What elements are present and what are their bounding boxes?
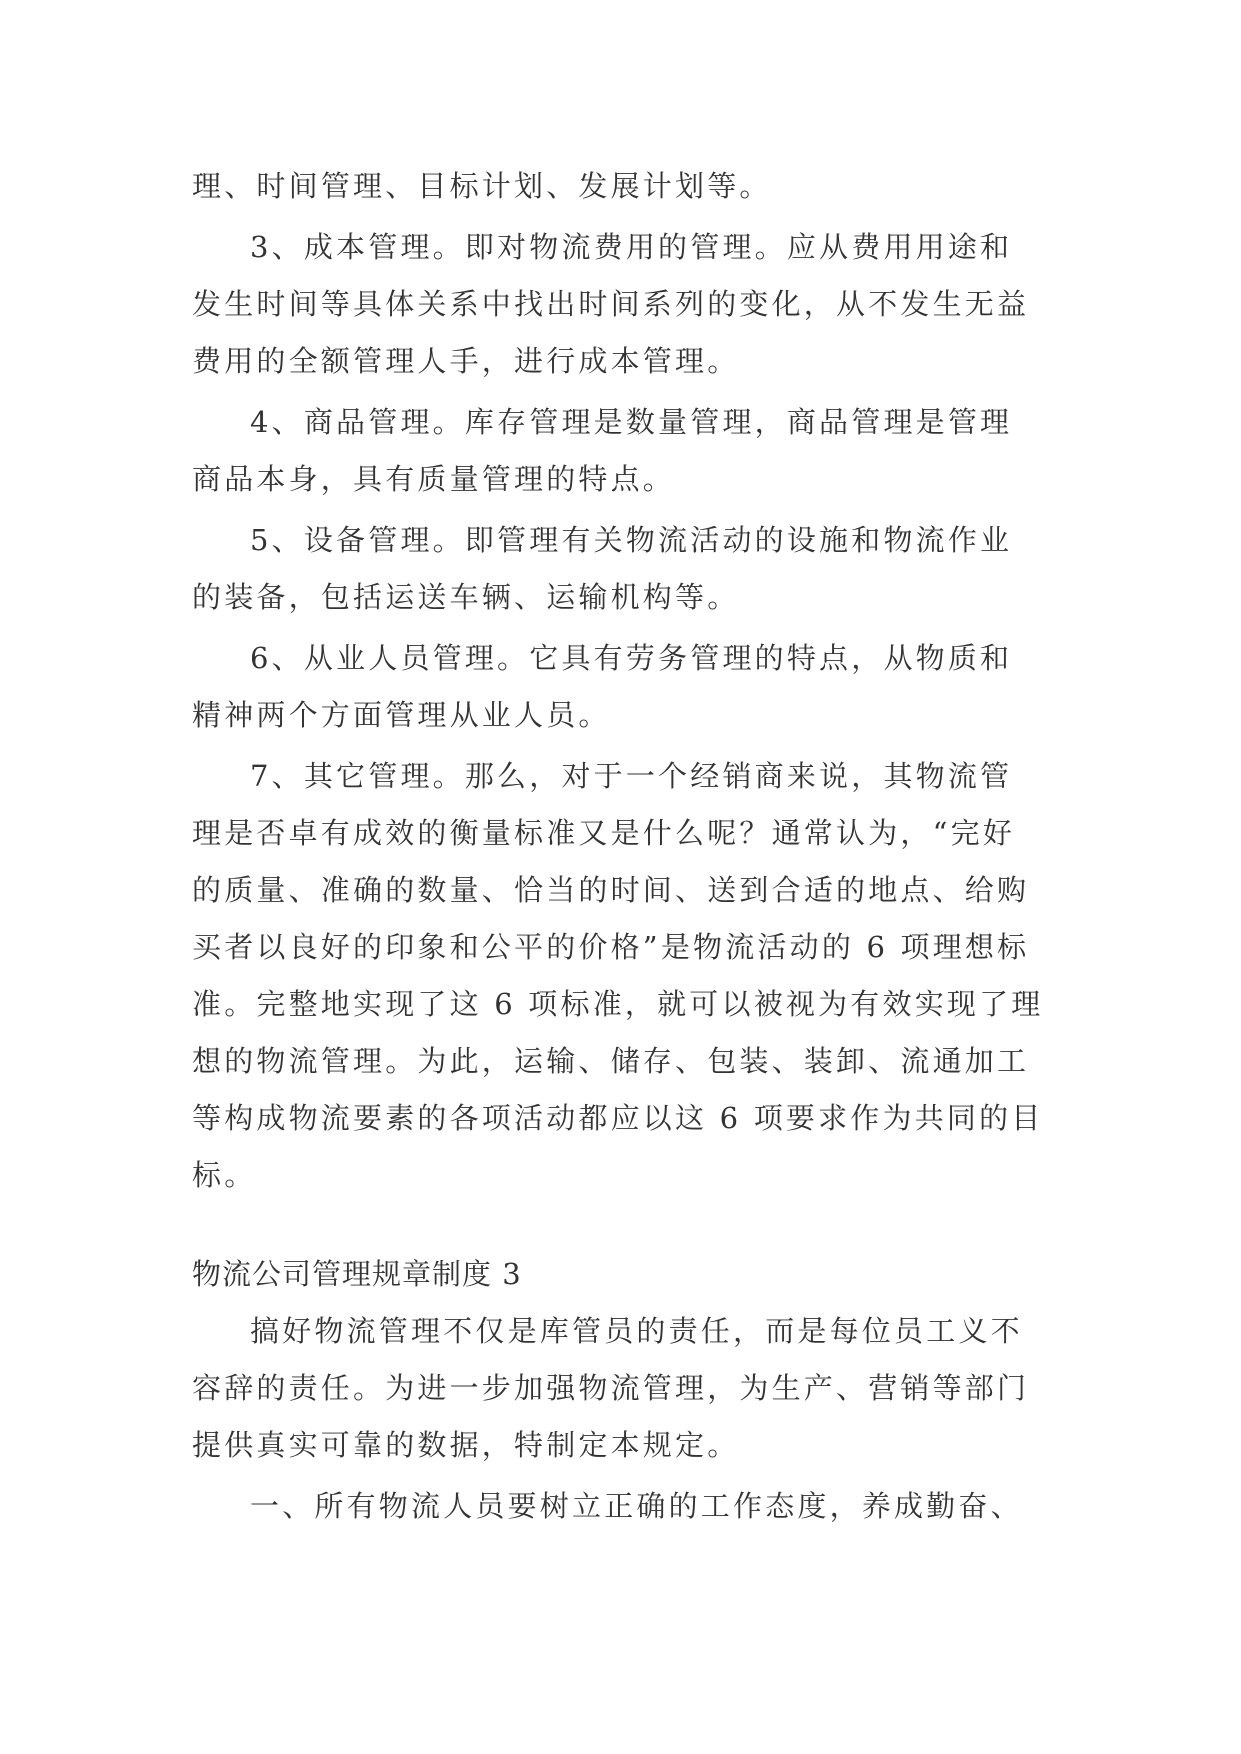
paragraph-line: 搞好物流管理不仅是库管员的责任，而是每位员工义不 (250, 1314, 1023, 1348)
paragraph-line: 理是否卓有成效的衡量标准又是什么呢？通常认为，“完好 (192, 816, 1016, 850)
paragraph-line: 4、商品管理。库存管理是数量管理，商品管理是管理 (250, 405, 1013, 439)
paragraph-item-4 (192, 394, 1072, 508)
paragraph-line: 想的物流管理。为此，运输、储存、包装、装卸、流通加工 (192, 1044, 1030, 1078)
paragraph-line: 准。完整地实现了这 6 项标准，就可以被视为有效实现了理 (192, 987, 1044, 1021)
paragraph-line: 费用的全额管理人手，进行成本管理。 (192, 344, 740, 378)
paragraph-rule-1 (192, 1478, 1072, 1535)
paragraph-item-6 (192, 630, 1072, 744)
paragraph-line: 理、时间管理、目标计划、发展计划等。 (192, 169, 772, 203)
paragraph-item-3 (192, 219, 1072, 390)
paragraph-line: 标。 (192, 1158, 257, 1192)
paragraph-line: 的装备，包括运送车辆、运输机构等。 (192, 580, 740, 614)
paragraph-line: 5、设备管理。即管理有关物流活动的设施和物流作业 (250, 523, 1013, 557)
paragraph-line: 3、成本管理。即对物流费用的管理。应从费用用途和 (250, 230, 1013, 264)
paragraph-line: 等构成物流要素的各项活动都应以这 6 项要求作为共同的目 (192, 1101, 1044, 1135)
paragraph-item-7 (192, 748, 1072, 1204)
paragraph-line: 提供真实可靠的数据，特制定本规定。 (192, 1428, 740, 1462)
document-body (192, 158, 1072, 1535)
paragraph-line: 6、从业人员管理。它具有劳务管理的特点，从物质和 (250, 641, 1013, 675)
paragraph-line: 的质量、准确的数量、恰当的时间、送到合适的地点、给购 (192, 873, 1030, 907)
paragraph-line: 精神两个方面管理从业人员。 (192, 698, 611, 732)
paragraph-line: 一、所有物流人员要树立正确的工作态度，养成勤奋、 (250, 1489, 1023, 1523)
paragraph-line: 7、其它管理。那么，对于一个经销商来说，其物流管 (250, 759, 1013, 793)
paragraph-line: 商品本身，具有质量管理的特点。 (192, 462, 676, 496)
paragraph-line: 发生时间等具体关系中找出时间系列的变化，从不发生无益 (192, 287, 1030, 321)
paragraph-line: 容辞的责任。为进一步加强物流管理，为生产、营销等部门 (192, 1371, 1030, 1405)
section-title: 物流公司管理规章制度 3 (192, 1257, 522, 1291)
paragraph-item-5 (192, 512, 1072, 626)
paragraph-section-intro (192, 1303, 1072, 1474)
paragraph-line: 买者以良好的印象和公平的价格”是物流活动的 6 项理想标 (192, 930, 1030, 964)
